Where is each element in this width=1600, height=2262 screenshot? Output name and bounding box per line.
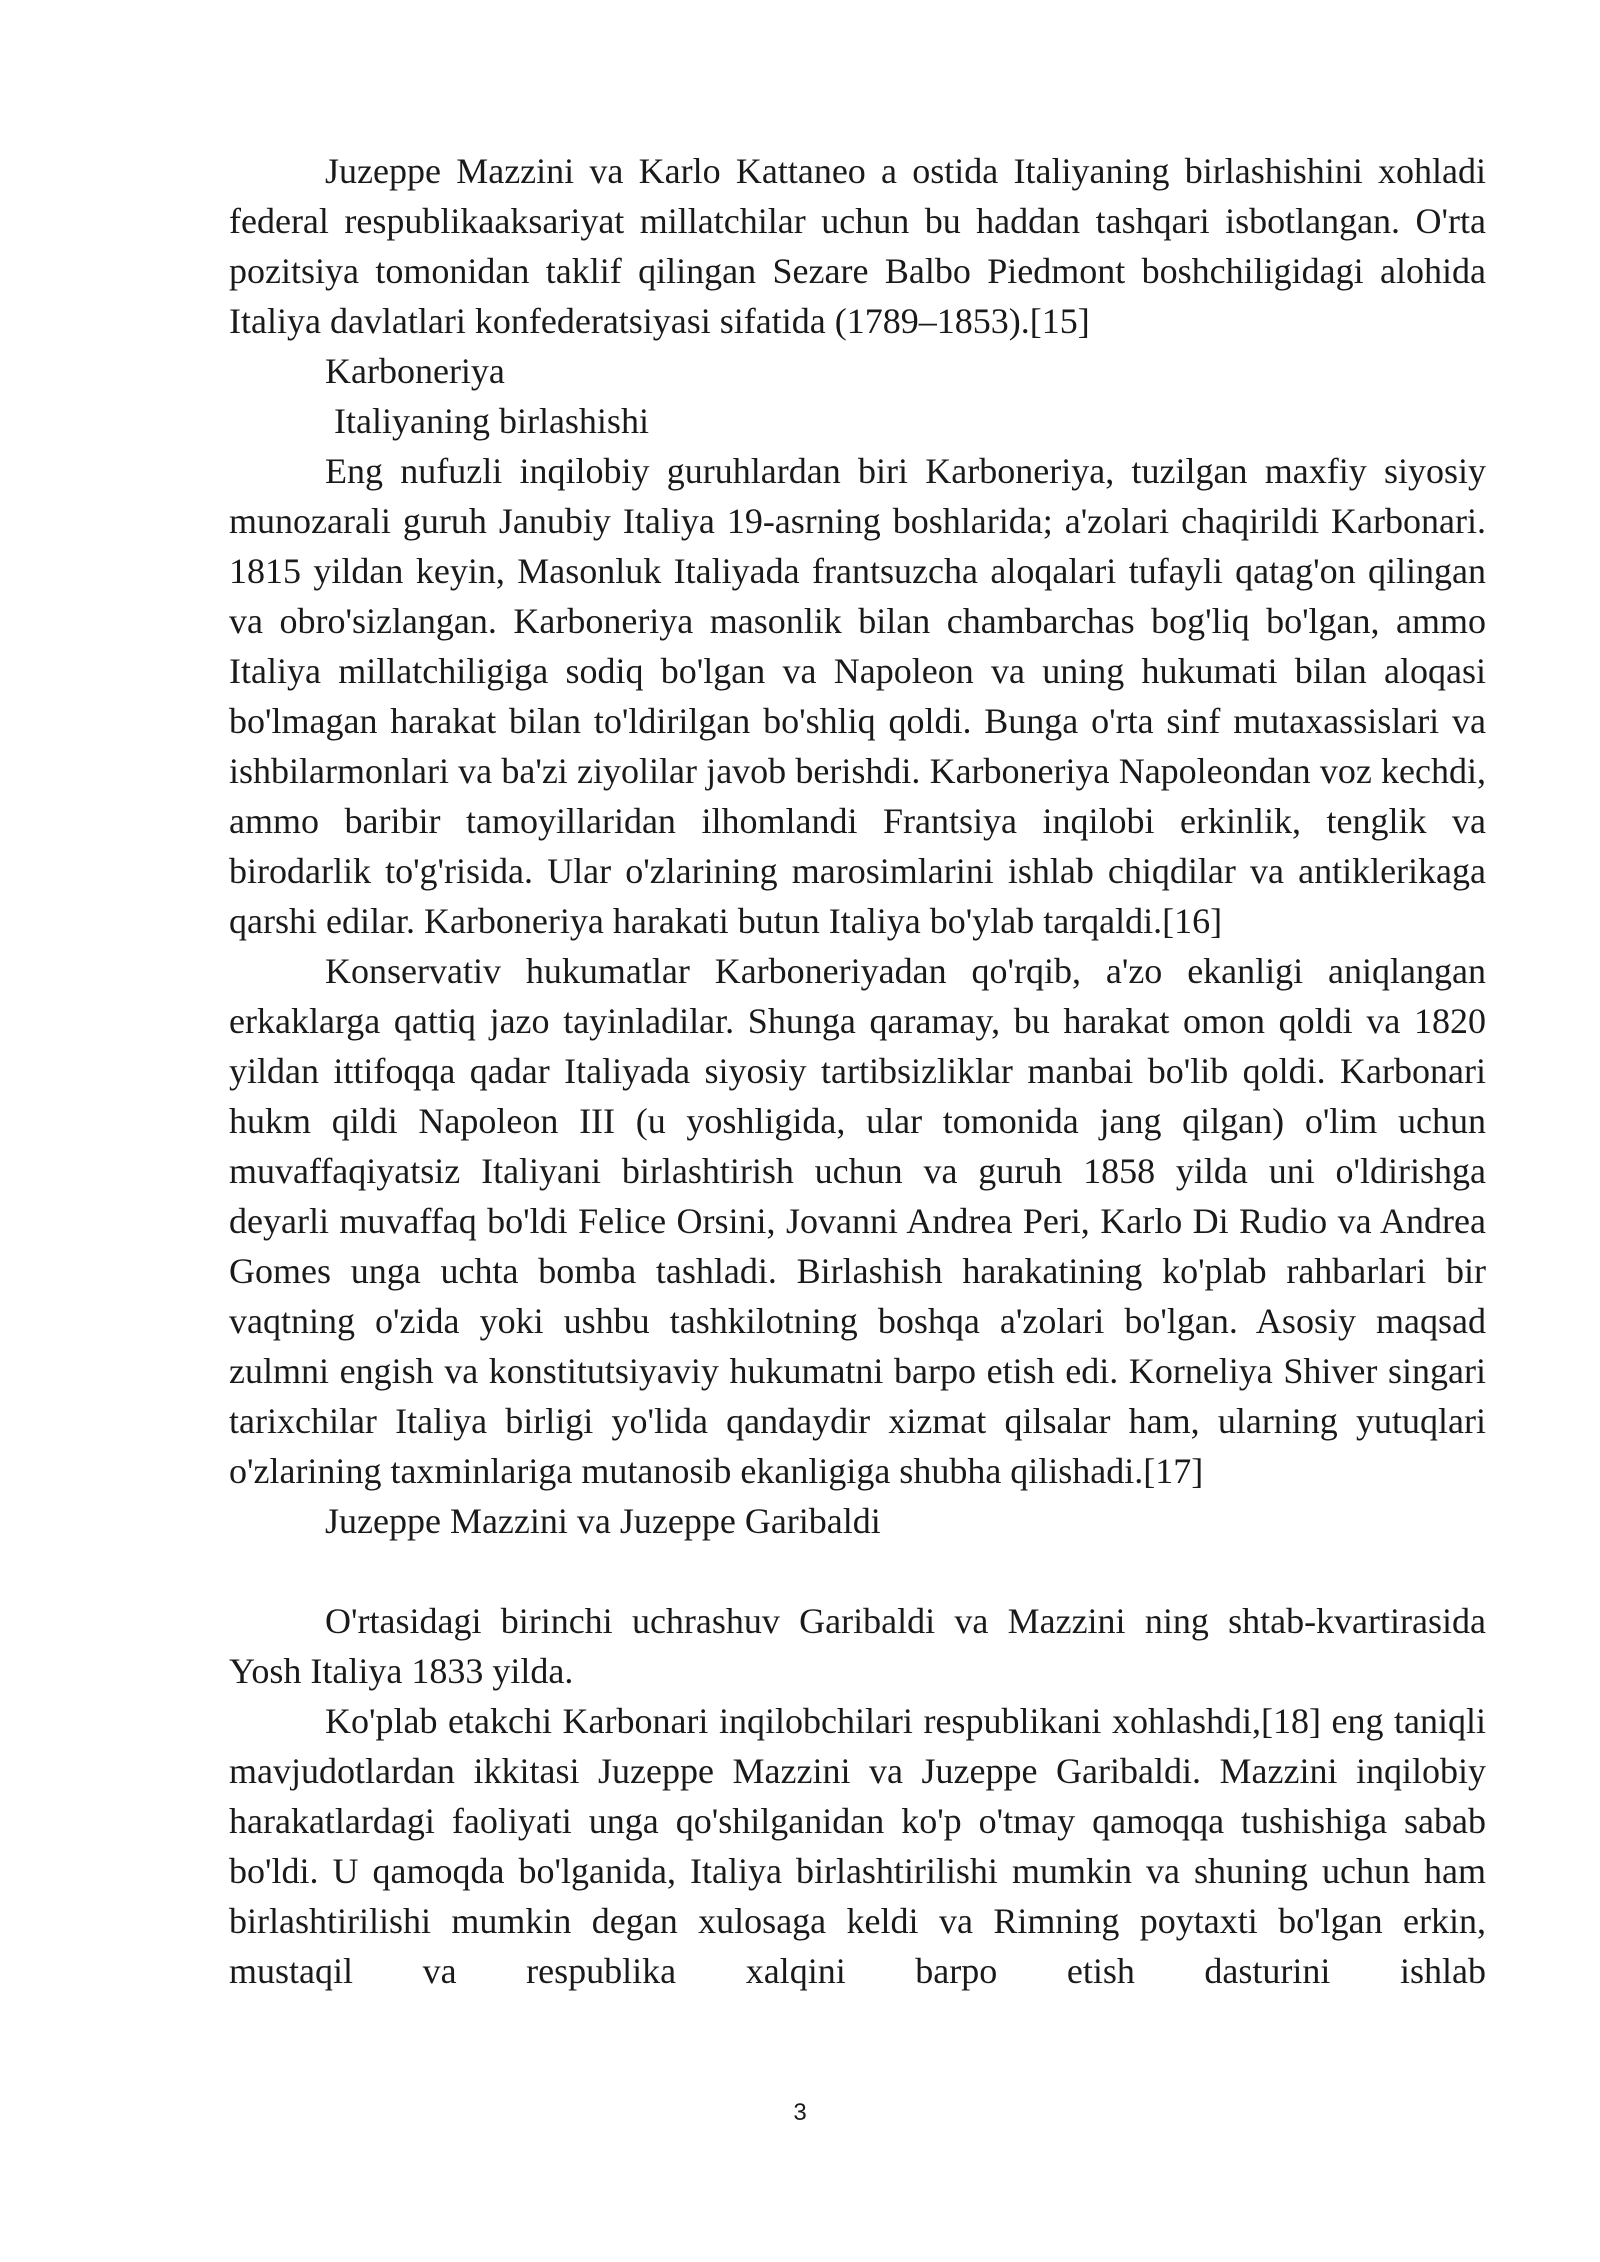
heading-karboneriya: Karboneriya [325,351,505,391]
page-body [229,146,1486,1996]
paragraph-federal-republic: Juzeppe Mazzini va Karlo Kattaneo a ostida Italiyaning birlashishini xohladi federal respublikaaksariyat millatchilar uchun bu haddan tashqari isbotlangan. O'rta pozitsiya tomonidan taklif qilingan Sezare Balbo Piedmont boshchiligidagi alohida Italiya davlatlari konfederatsiyasi sifatida (1789–1853).[15] [229,151,1486,341]
heading-italian-unification: Italiyaning birlashishi [325,401,649,441]
page-number: 3 [793,2099,807,2126]
heading-mazzini-garibaldi: Juzeppe Mazzini va Juzeppe Garibaldi [325,1501,881,1541]
paragraph-first-meeting: O'rtasidagi birinchi uchrashuv Garibaldi va Mazzini ning shtab-kvartirasida Yosh Italiya 1833 yilda. [229,1601,1486,1691]
paragraph-conservative-governments: Konservativ hukumatlar Karboneriyadan qo'rqib, a'zo ekanligi aniqlangan erkaklarga qattiq jazo tayinladilar. Shunga qaramay, bu harakat omon qoldi va 1820 yildan ittifoqqa qadar Italiyada siyosiy tartibsizliklar manbai bo'lib qoldi. Karbonari hukm qildi Napoleon III (u yoshligida, ular tomonida jang qilgan) o'lim uchun muvaffaqiyatsiz Italiyani birlashtirish uchun va guruh 1858 yilda uni o'ldirishga deyarli muvaffaq bo'ldi Felice Orsini, Jovanni Andrea Peri, Karlo Di Rudio va Andrea Gomes unga uchta bomba tashladi. Birlashish harakatining ko'plab rahbarlari bir vaqtning o'zida yoki ushbu tashkilotning boshqa a'zolari bo'lgan. Asosiy maqsad zulmni engish va konstitutsiyaviy hukumatni barpo etish edi. Korneliya Shiver singari tarixchilar Italiya birligi yo'lida qandaydir xizmat qilsalar ham, ularning yutuqlari o'zlarining taxminlariga mutanosib ekanligiga shubha qilishadi.[17] [229,951,1486,1491]
blank-line [229,1546,1486,1596]
paragraph-republican-revolutionaries: Ko'plab etakchi Karbonari inqilobchilari respublikani xohlashdi,[18] eng taniqli mavjudotlardan ikkitasi Juzeppe Mazzini va Juzeppe Garibaldi. Mazzini inqilobiy harakatlardagi faoliyati unga qo'shilganidan ko'p o'tmay qamoqqa tushishiga sabab bo'ldi. U qamoqda bo'lganida, Italiya birlashtirilishi mumkin va shuning uchun ham birlashtirilishi mumkin degan xulosaga keldi va Rimning poytaxti bo'lgan erkin, mustaqil va respublika xalqini barpo etish dasturini ishlab [229,1701,1486,1991]
paragraph-carbonari-origins: Eng nufuzli inqilobiy guruhlardan biri Karboneriya, tuzilgan maxfiy siyosiy munozarali guruh Janubiy Italiya 19-asrning boshlarida; a'zolari chaqirildi Karbonari. 1815 yildan keyin, Masonluk Italiyada frantsuzcha aloqalari tufayli qatag'on qilingan va obro'sizlangan. Karboneriya masonlik bilan chambarchas bog'liq bo'lgan, ammo Italiya millatchiligiga sodiq bo'lgan va Napoleon va uning hukumati bilan aloqasi bo'lmagan harakat bilan to'ldirilgan bo'shliq qoldi. Bunga o'rta sinf mutaxassislari va ishbilarmonlari va ba'zi ziyolilar javob berishdi. Karboneriya Napoleondan voz kechdi, ammo baribir tamoyillaridan ilhomlandi Frantsiya inqilobi erkinlik, tenglik va birodarlik to'g'risida. Ular o'zlarining marosimlarini ishlab chiqdilar va antiklerikaga qarshi edilar. Karboneriya harakati butun Italiya bo'ylab tarqaldi.[16] [229,451,1486,941]
